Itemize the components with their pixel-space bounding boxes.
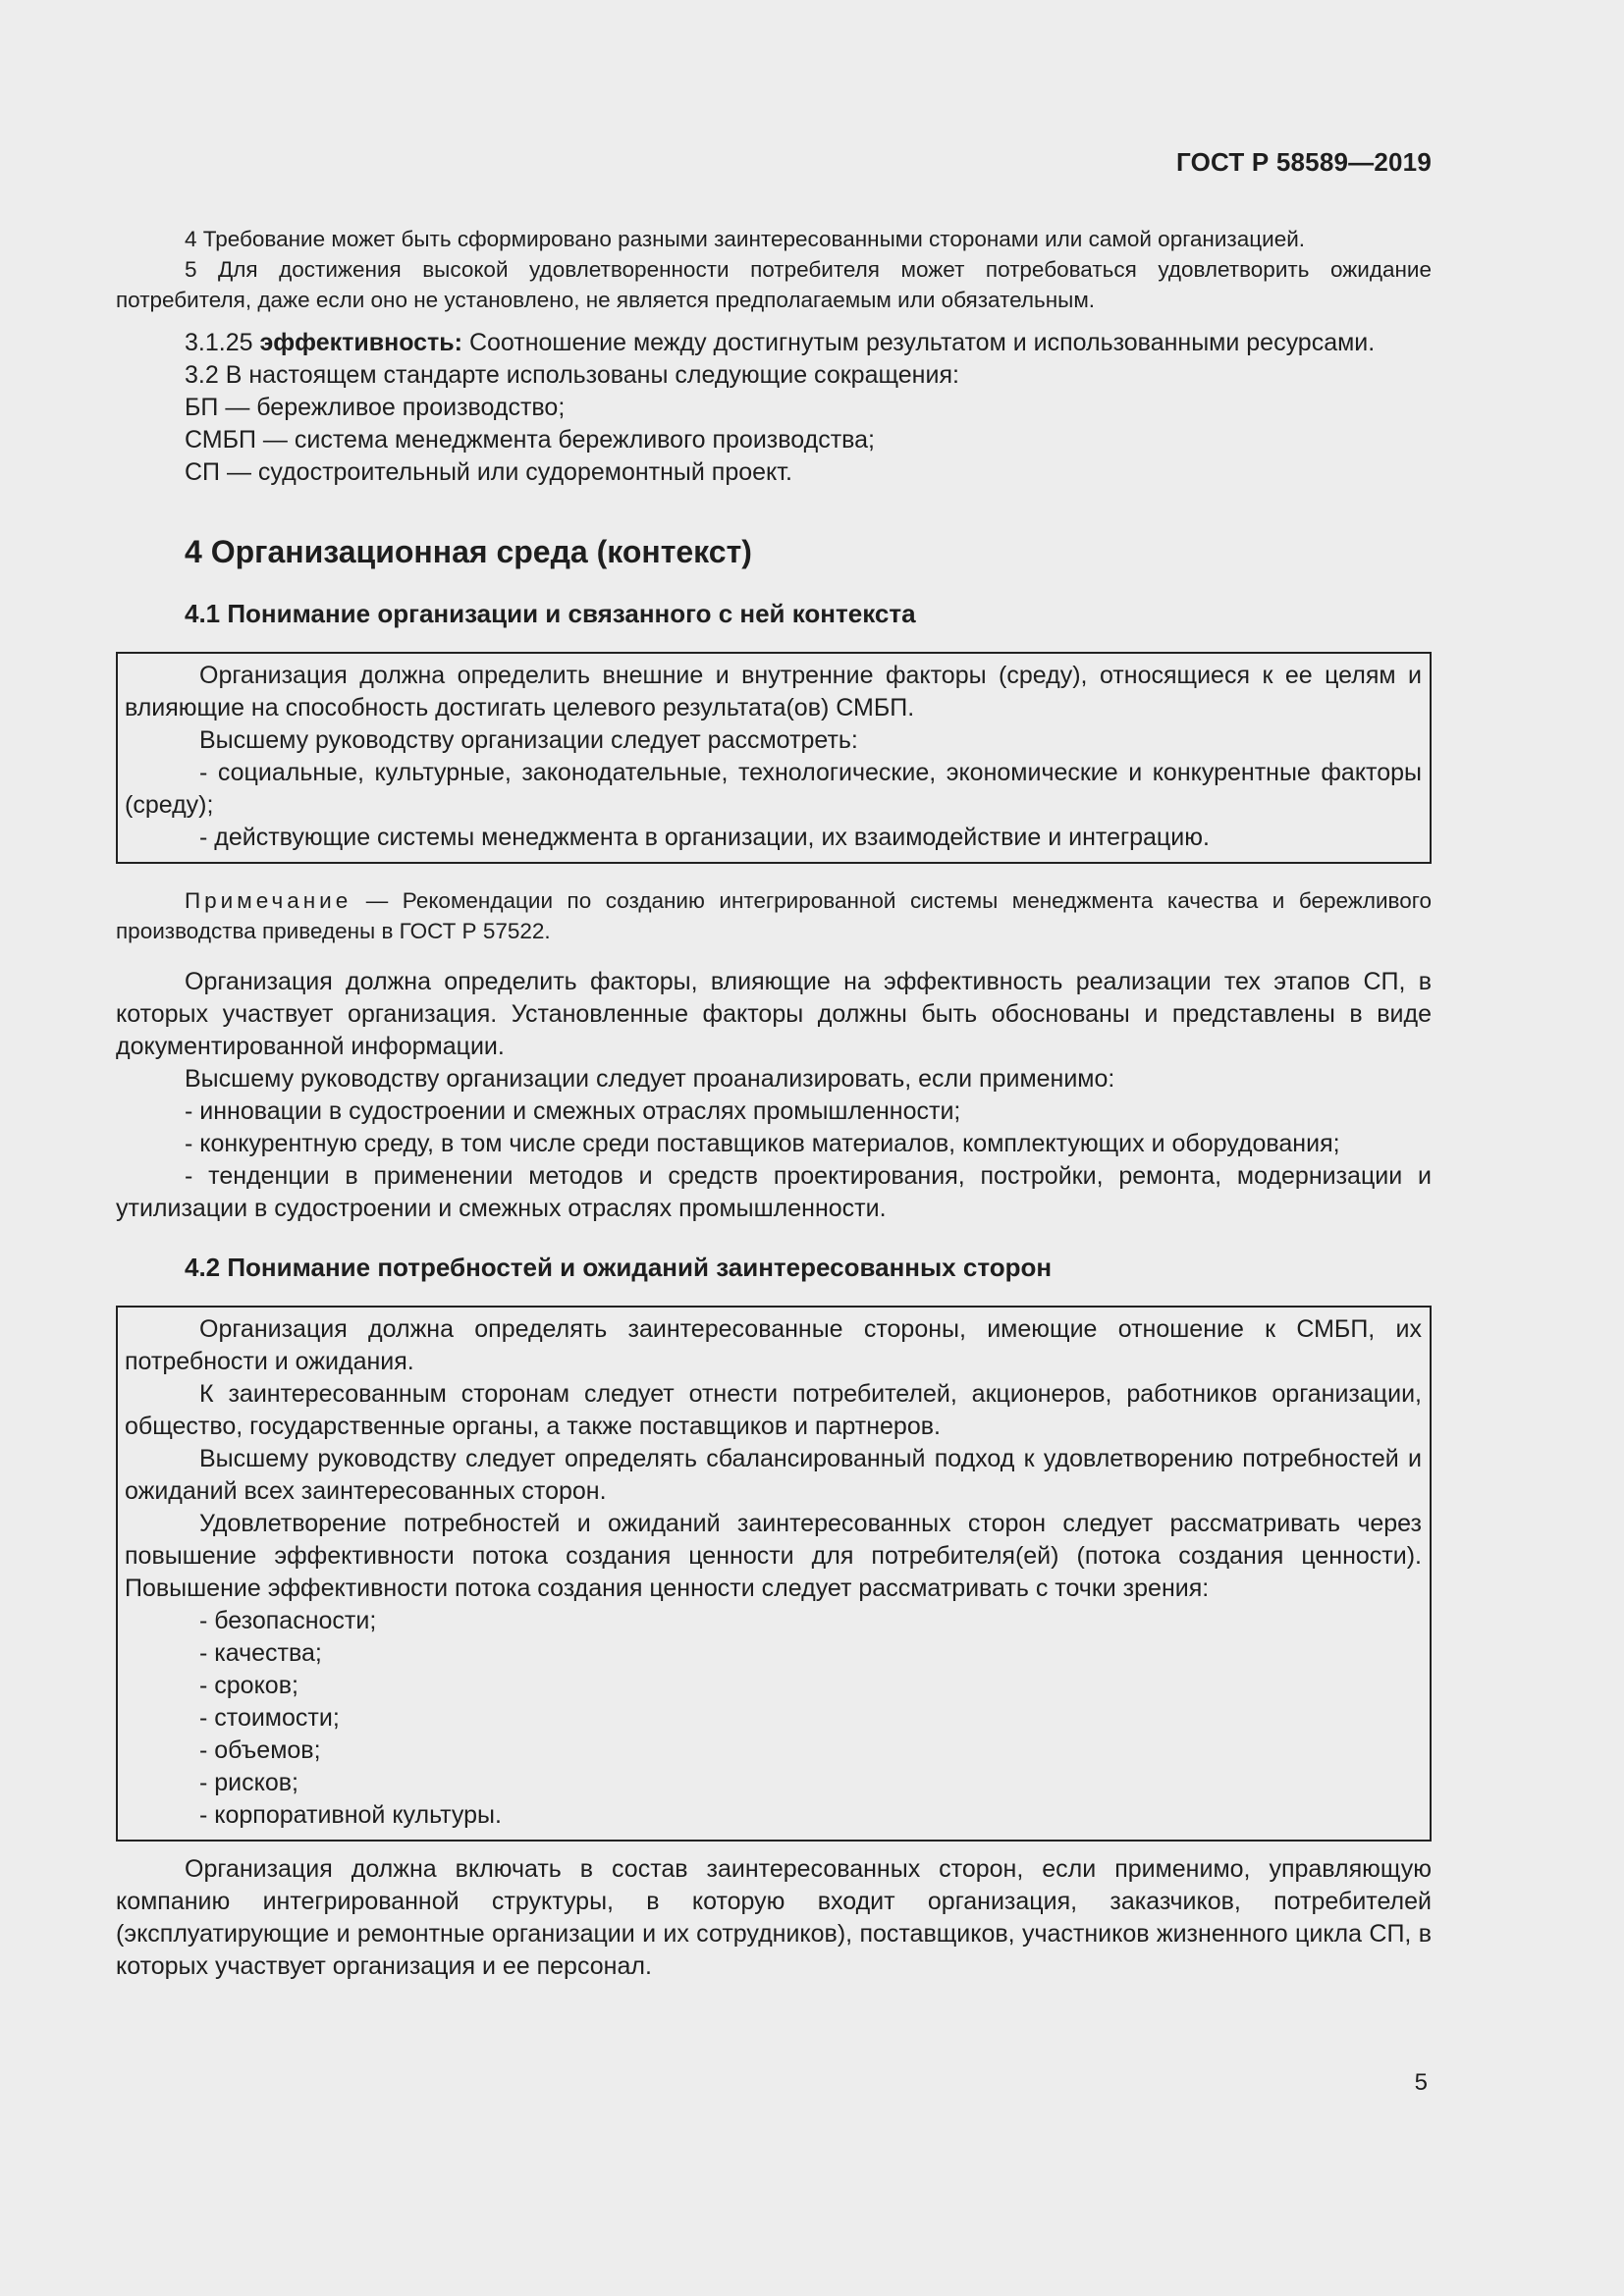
paragraph: Высшему руководству организации следует проанализировать, если применимо: (185, 1065, 1115, 1093)
section-4-1-heading: 4.1 Понимание организации и связанного с ней контекста (185, 599, 916, 628)
box-list-item: - стоимости; (199, 1704, 340, 1732)
note-text: — Рекомендации по созданию интегрированной системы менеджмента качества и бережливого производства приведены в ГОСТ Р 57522. (116, 888, 1432, 943)
section-4-2-heading: 4.2 Понимание потребностей и ожиданий заинтересованных сторон (185, 1253, 1053, 1282)
note-4-1 (116, 885, 1432, 946)
requirement-box-4-1 (116, 652, 1432, 864)
box-list-item: - рисков; (199, 1769, 298, 1796)
note-4: 4 Требование может быть сформировано разными заинтересованными сторонами или самой организацией. (185, 227, 1306, 251)
box-list-item: - корпоративной культуры. (199, 1801, 502, 1829)
paragraph: Организация должна определить факторы, влияющие на эффективность реализации тех этапов СП, в которых участвует организация. Установленные факторы должны быть обоснованы и представлены в виде документированной информации. (116, 968, 1432, 1060)
paragraph: Организация должна включать в состав заинтересованных сторон, если применимо, управляющую компанию интегрированной структуры, в которую входит организация, заказчиков, потребителей (эксплуатирующие и ремонтные организации и их сотрудников), поставщиков, участников жизненного цикла СП, в которых участвует организация и ее персонал. (116, 1855, 1432, 1980)
list-item: - конкурентную среду, в том числе среди поставщиков материалов, комплектующих и оборудования; (185, 1130, 1340, 1157)
document-code-header: ГОСТ Р 58589—2019 (1176, 147, 1432, 177)
box-list-item: - качества; (199, 1639, 322, 1667)
section-3-2-intro: 3.2 В настоящем стандарте использованы следующие сокращения: (185, 361, 959, 389)
list-item: - тенденции в применении методов и средств проектирования, постройки, ремонта, модернизации и утилизации в судостроении и смежных отраслях промышленности. (116, 1162, 1432, 1222)
box-list-item: - безопасности; (199, 1607, 377, 1634)
term-3-1-25 (116, 327, 1432, 359)
section-4-heading: 4 Организационная среда (контекст) (185, 534, 752, 569)
term-definition: Соотношение между достигнутым результатом и использованными ресурсами. (468, 329, 1376, 356)
abbreviation-item: СП — судостроительный или судоремонтный проект. (185, 458, 792, 486)
box-paragraph: Организация должна определять заинтересованные стороны, имеющие отношение к СМБП, их потребности и ожидания. (125, 1315, 1422, 1375)
box-paragraph: Высшему руководству следует определять сбалансированный подход к удовлетворению потребностей и ожиданий всех заинтересованных сторон. (125, 1445, 1422, 1505)
term-name: эффективность: (259, 329, 462, 356)
box-paragraph: Высшему руководству организации следует рассмотреть: (199, 726, 858, 754)
box-list-item: - социальные, культурные, законодательные, технологические, экономические и конкурентные факторы (среду); (125, 759, 1422, 819)
box-list-item: - сроков; (199, 1672, 298, 1699)
box-list-item: - объемов; (199, 1736, 321, 1764)
box-paragraph: К заинтересованным сторонам следует отнести потребителей, акционеров, работников организации, общество, государственные органы, а также поставщиков и партнеров. (125, 1380, 1422, 1440)
note-label: Примечание (185, 888, 352, 913)
requirement-box-4-2 (116, 1306, 1432, 1842)
page-number: 5 (1414, 2069, 1428, 2096)
box-list-item: - действующие системы менеджмента в организации, их взаимодействие и интеграцию. (199, 824, 1210, 851)
box-paragraph: Удовлетворение потребностей и ожиданий заинтересованных сторон следует рассматривать через повышение эффективности потока создания ценности для потребителя(ей) (потока создания ценности). Повышение эффективности потока создания ценности следует рассматривать с точки зрения: (125, 1510, 1422, 1602)
abbreviation-item: СМБП — система менеджмента бережливого производства; (185, 426, 876, 454)
note-5: 5 Для достижения высокой удовлетворенности потребителя может потребоваться удовлетворить ожидание потребителя, даже если оно не установлено, не является предполагаемым или обязательным. (116, 257, 1432, 312)
page-content (116, 224, 1432, 1983)
abbreviation-item: БП — бережливое производство; (185, 394, 566, 421)
list-item: - инновации в судостроении и смежных отраслях промышленности; (185, 1097, 961, 1125)
term-number: 3.1.25 (185, 329, 253, 356)
box-paragraph: Организация должна определить внешние и внутренние факторы (среду), относящиеся к ее целям и влияющие на способность достигать целевого результата(ов) СМБП. (125, 662, 1422, 721)
